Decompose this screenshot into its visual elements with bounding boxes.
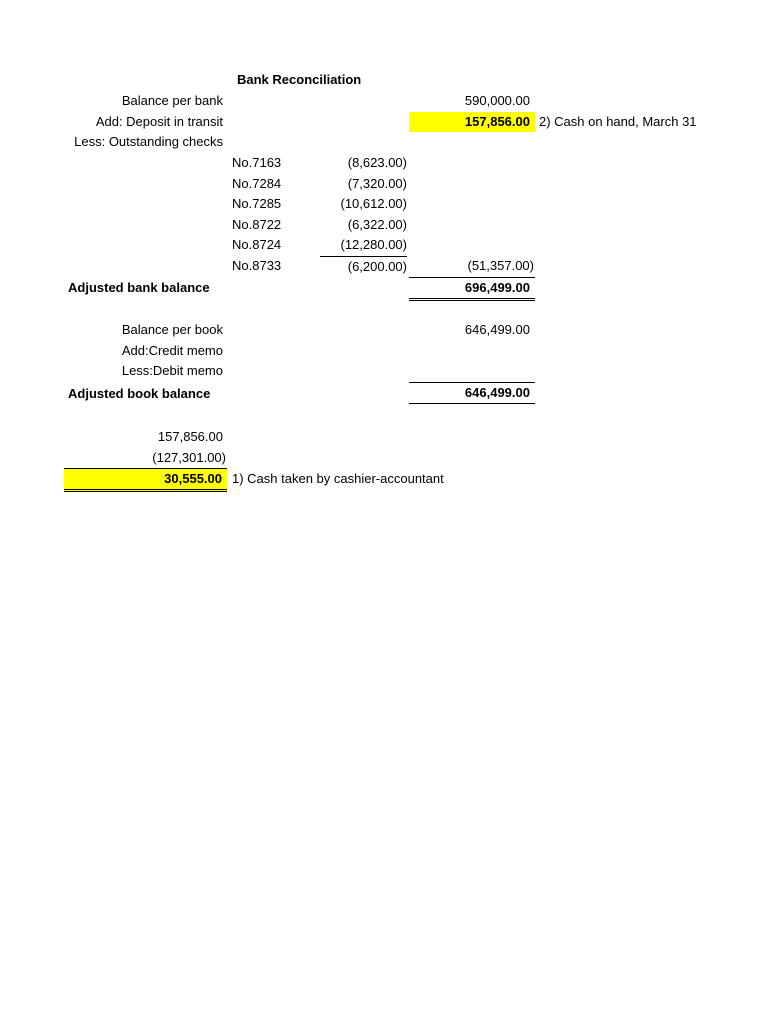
deposit-in-transit-value: 157,856.00 bbox=[409, 112, 535, 132]
check-amount: (8,623.00) bbox=[347, 155, 407, 170]
outstanding-checks-total: (51,357.00) bbox=[467, 258, 534, 273]
check-number: No.7285 bbox=[232, 196, 282, 211]
balance-per-bank-value: 590,000.00 bbox=[464, 93, 530, 108]
check-amount: (10,612.00) bbox=[340, 196, 407, 211]
check-number: No.7284 bbox=[232, 176, 282, 191]
check-number: No.8733 bbox=[232, 258, 282, 273]
check-number: No.8722 bbox=[232, 217, 282, 232]
balance-per-bank-label: Balance per bank bbox=[121, 93, 223, 108]
check-amount: (7,320.00) bbox=[347, 176, 407, 191]
cash-taken-value: 30,555.00 bbox=[64, 468, 227, 492]
debit-memo-label: Less:Debit memo bbox=[121, 363, 223, 378]
check-number: No.8724 bbox=[232, 237, 282, 252]
balance-per-book-value: 646,499.00 bbox=[464, 322, 530, 337]
cash-on-hand-note: 2) Cash on hand, March 31 bbox=[539, 114, 697, 129]
cash-taken-note: 1) Cash taken by cashier-accountant bbox=[232, 471, 444, 486]
check-number: No.7163 bbox=[232, 155, 282, 170]
calc-line-1: 157,856.00 bbox=[157, 429, 223, 444]
adjusted-book-balance-value: 646,499.00 bbox=[409, 382, 535, 404]
outstanding-checks-label: Less: Outstanding checks bbox=[74, 134, 223, 149]
credit-memo-label: Add:Credit memo bbox=[121, 343, 223, 358]
check-amount: (6,200.00) bbox=[320, 256, 407, 277]
deposit-in-transit-label: Add: Deposit in transit bbox=[95, 114, 223, 129]
check-amount: (12,280.00) bbox=[340, 237, 407, 252]
balance-per-book-label: Balance per book bbox=[121, 322, 223, 337]
adjusted-bank-balance-label: Adjusted bank balance bbox=[68, 280, 210, 295]
check-amount: (6,322.00) bbox=[347, 217, 407, 232]
calc-line-2: (127,301.00) bbox=[152, 450, 226, 465]
adjusted-book-balance-label: Adjusted book balance bbox=[68, 386, 211, 401]
page-title: Bank Reconciliation bbox=[237, 72, 362, 87]
adjusted-bank-balance-value: 696,499.00 bbox=[409, 277, 535, 301]
